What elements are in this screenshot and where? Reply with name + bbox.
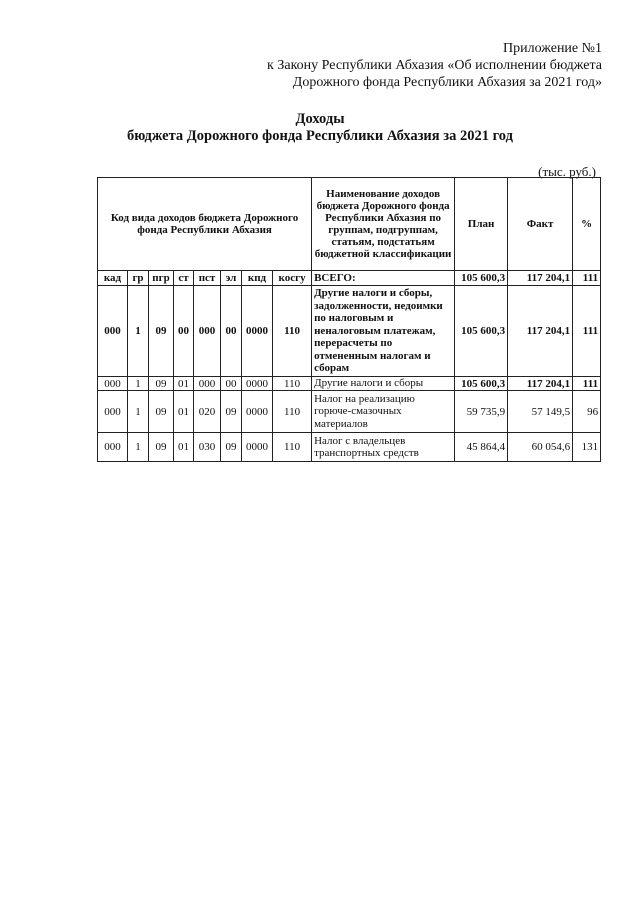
row-fact: 60 054,6 [508,433,573,462]
total-fact: 117 204,1 [508,271,573,286]
code-cell: 000 [98,433,128,462]
code-cell: 110 [273,377,312,391]
code-cell: 01 [174,433,194,462]
appendix-line-1: Приложение №1 [503,41,602,56]
code-cell: 0000 [242,377,273,391]
page-title [0,111,640,145]
code-cell: 000 [98,377,128,391]
code-cell: 030 [194,433,221,462]
subheader-cell: эл [221,271,242,286]
units-label: (тыс. руб.) [538,164,596,179]
header-plan: План [455,178,508,271]
row-name: Другие налоги и сборы, задолженности, недоимки по налоговым и неналоговым платежам, перерасчеты по отмененным налогам и сборам [312,286,455,377]
code-cell: 09 [221,433,242,462]
table-subheader-row [98,271,601,286]
code-cell: 1 [128,391,149,433]
code-cell: 1 [128,433,149,462]
total-label: ВСЕГО: [312,271,455,286]
subheader-cell: кпд [242,271,273,286]
code-cell: 1 [128,286,149,377]
code-cell: 000 [194,286,221,377]
code-cell: 00 [221,377,242,391]
table-header-row [98,178,601,271]
code-cell: 00 [221,286,242,377]
code-cell: 09 [149,286,174,377]
code-cell: 00 [174,286,194,377]
row-plan: 45 864,4 [455,433,508,462]
row-percent: 96 [573,391,601,433]
code-cell: 110 [273,286,312,377]
header-name: Наименование доходов бюджета Дорожного фонда Республики Абхазия по группам, подгруппам, статьям, подстатьям бюджетной классификации [312,178,455,271]
code-cell: 0000 [242,286,273,377]
code-cell: 09 [149,391,174,433]
code-cell: 1 [128,377,149,391]
appendix-line-2: к Закону Республики Абхазия «Об исполнении бюджета [267,58,602,73]
code-cell: 09 [149,433,174,462]
code-cell: 000 [98,391,128,433]
code-cell: 01 [174,377,194,391]
header-fact: Факт [508,178,573,271]
code-cell: 110 [273,391,312,433]
code-cell: 09 [149,377,174,391]
appendix-line-3: Дорожного фонда Республики Абхазия за 2021 год» [292,75,602,90]
title-line-2: бюджета Дорожного фонда Республики Абхазия за 2021 год [127,128,513,144]
table-row [98,433,601,462]
row-percent: 111 [573,377,601,391]
row-fact: 117 204,1 [508,377,573,391]
row-plan: 105 600,3 [455,377,508,391]
row-fact: 117 204,1 [508,286,573,377]
row-name: Другие налоги и сборы [312,377,455,391]
header-percent: % [573,178,601,271]
code-cell: 01 [174,391,194,433]
subheader-cell: кад [98,271,128,286]
table-row [98,391,601,433]
row-plan: 105 600,3 [455,286,508,377]
header-code: Код вида доходов бюджета Дорожного фонда Республики Абхазия [98,178,312,271]
code-cell: 110 [273,433,312,462]
revenue-table [97,177,601,462]
total-percent: 111 [573,271,601,286]
row-name: Налог с владельцев транспортных средств [312,433,455,462]
row-name: Налог на реализацию горюче-смазочных материалов [312,391,455,433]
code-cell: 000 [98,286,128,377]
table-row [98,286,601,377]
code-cell: 0000 [242,391,273,433]
subheader-cell: гр [128,271,149,286]
subheader-cell: косгу [273,271,312,286]
title-line-1: Доходы [295,111,345,127]
code-cell: 09 [221,391,242,433]
code-cell: 000 [194,377,221,391]
row-plan: 59 735,9 [455,391,508,433]
row-fact: 57 149,5 [508,391,573,433]
table-row [98,377,601,391]
code-cell: 020 [194,391,221,433]
appendix-note [267,40,602,91]
subheader-cell: пст [194,271,221,286]
subheader-cell: пгр [149,271,174,286]
subheader-cell: ст [174,271,194,286]
code-cell: 0000 [242,433,273,462]
row-percent: 131 [573,433,601,462]
row-percent: 111 [573,286,601,377]
total-plan: 105 600,3 [455,271,508,286]
